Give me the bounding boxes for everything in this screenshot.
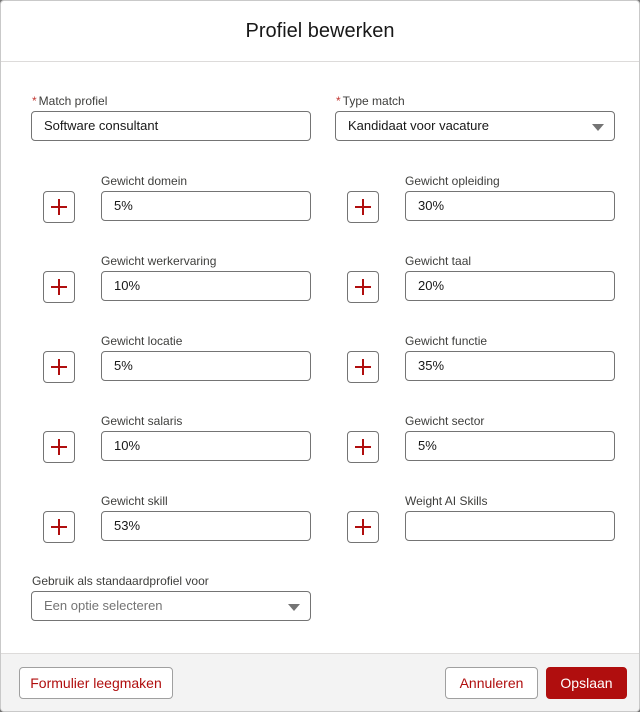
weight-skill-input[interactable] — [101, 511, 311, 541]
clear-form-button[interactable]: Formulier leegmaken — [19, 667, 173, 699]
add-ai-skills-button[interactable] — [347, 511, 379, 543]
default-profile-select[interactable] — [31, 591, 311, 621]
chevron-down-icon — [592, 124, 604, 131]
add-domain-button[interactable] — [43, 191, 75, 223]
add-locatie-button[interactable] — [43, 351, 75, 383]
weight-label: Gewicht locatie — [101, 334, 183, 348]
add-functie-button[interactable] — [347, 351, 379, 383]
modal-header — [1, 1, 639, 62]
weight-salaris-input[interactable] — [101, 431, 311, 461]
weight-functie-input[interactable] — [405, 351, 615, 381]
type-match-label-text: Type match — [342, 94, 405, 108]
weight-value: 10% — [114, 438, 141, 453]
add-taal-button[interactable] — [347, 271, 379, 303]
modal-title: Profiel bewerken — [245, 20, 395, 42]
weight-werkervaring-input[interactable] — [101, 271, 311, 301]
modal-body — [1, 62, 639, 652]
weight-value: 20% — [418, 278, 445, 293]
match-profile-value: Software consultant — [44, 118, 159, 133]
default-profile-label: Gebruik als standaardprofiel voor — [32, 574, 209, 588]
weight-locatie-input[interactable] — [101, 351, 311, 381]
weight-value: 5% — [418, 438, 437, 453]
add-salaris-button[interactable] — [43, 431, 75, 463]
add-opleiding-button[interactable] — [347, 191, 379, 223]
type-match-select[interactable] — [335, 111, 615, 141]
required-mark: * — [32, 94, 37, 108]
save-button[interactable]: Opslaan — [546, 667, 627, 699]
weight-label: Gewicht werkervaring — [101, 254, 217, 268]
weight-ai-skills-input[interactable] — [405, 511, 615, 541]
weight-label: Gewicht sector — [405, 414, 485, 428]
weight-label: Gewicht salaris — [101, 414, 183, 428]
modal-footer — [1, 653, 639, 712]
match-profile-input[interactable] — [31, 111, 311, 141]
weight-label: Gewicht skill — [101, 494, 168, 508]
cancel-button[interactable]: Annuleren — [445, 667, 538, 699]
required-mark: * — [336, 94, 341, 108]
default-profile-placeholder: Een optie selecteren — [44, 598, 163, 613]
weight-label: Gewicht functie — [405, 334, 488, 348]
type-match-label — [336, 94, 405, 108]
weight-value: 10% — [114, 278, 141, 293]
weight-value: 5% — [114, 198, 133, 213]
weight-value: 5% — [114, 358, 133, 373]
match-profile-label-text: Match profiel — [38, 94, 108, 108]
weight-taal-input[interactable] — [405, 271, 615, 301]
weight-value: 30% — [418, 198, 445, 213]
type-match-value: Kandidaat voor vacature — [348, 118, 489, 133]
weight-label: Gewicht domein — [101, 174, 188, 188]
weight-value: 53% — [114, 518, 141, 533]
match-profile-label — [32, 94, 107, 108]
chevron-down-icon — [288, 604, 300, 611]
weight-opleiding-input[interactable] — [405, 191, 615, 221]
weight-label: Weight AI Skills — [405, 494, 488, 508]
add-skill-button[interactable] — [43, 511, 75, 543]
weight-label: Gewicht opleiding — [405, 174, 500, 188]
weight-value: 35% — [418, 358, 445, 373]
weight-sector-input[interactable] — [405, 431, 615, 461]
weight-domain-input[interactable] — [101, 191, 311, 221]
add-werkervaring-button[interactable] — [43, 271, 75, 303]
add-sector-button[interactable] — [347, 431, 379, 463]
weight-label: Gewicht taal — [405, 254, 472, 268]
